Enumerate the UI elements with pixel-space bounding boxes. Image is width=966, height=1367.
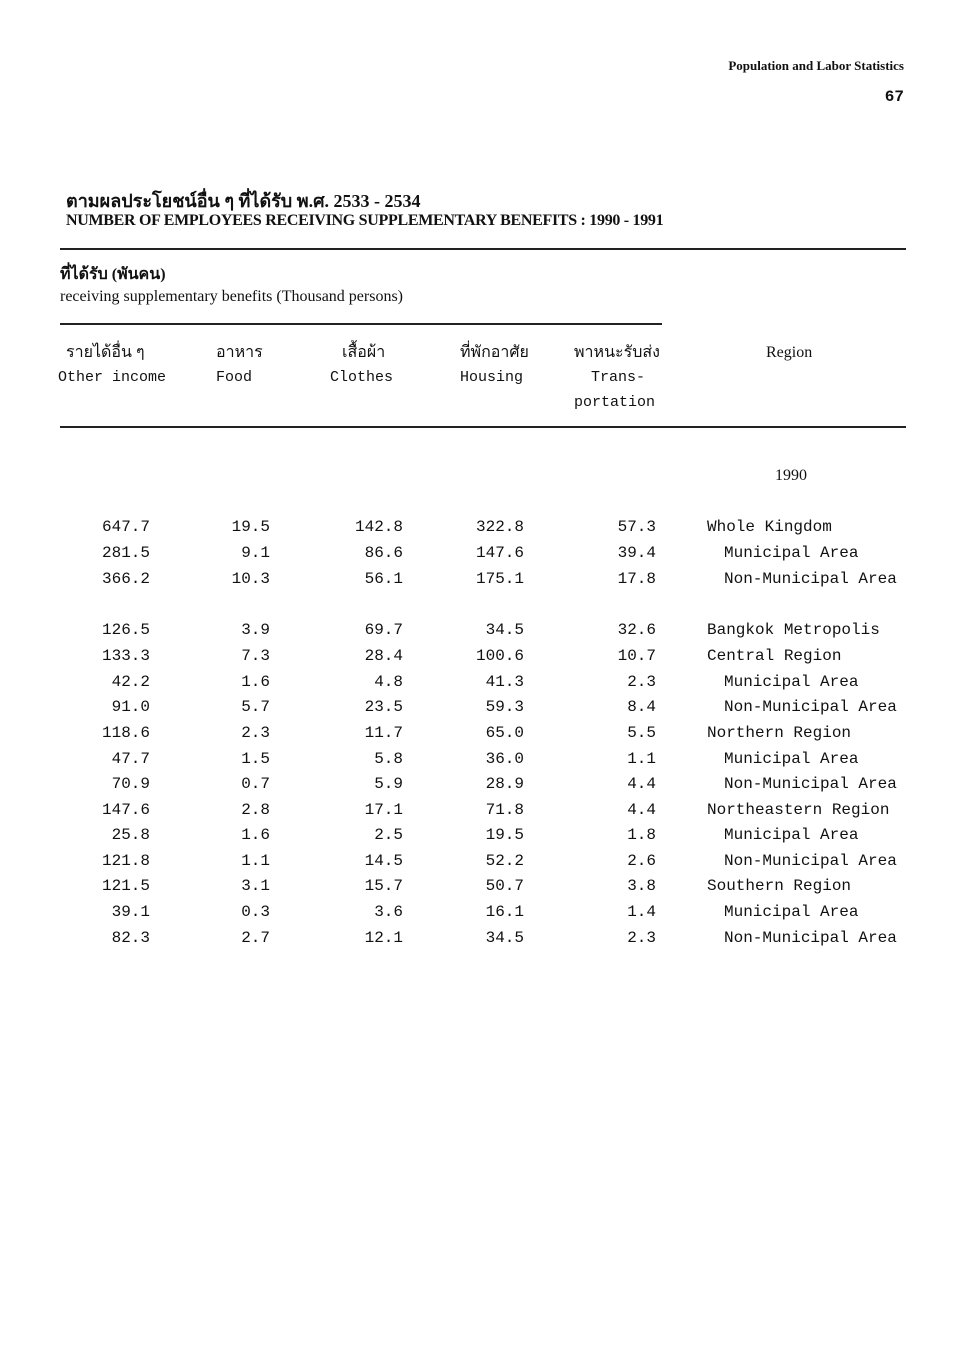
- cell-food: 1.6: [241, 826, 270, 844]
- table-row: [0, 621, 966, 646]
- cell-food: 0.7: [241, 775, 270, 793]
- cell-transport: 2.3: [627, 929, 656, 947]
- column-header-food-thai: อาหาร: [216, 344, 263, 361]
- header-rule: [60, 426, 906, 428]
- cell-region: Municipal Area: [724, 544, 859, 562]
- column-group-rule: [60, 323, 662, 325]
- cell-housing: 100.6: [475, 647, 524, 665]
- page-number: 67: [884, 88, 904, 106]
- unit-caption-english: receiving supplementary benefits (Thousand persons): [60, 288, 404, 305]
- cell-region: Bangkok Metropolis: [707, 621, 880, 639]
- cell-region: Municipal Area: [724, 750, 859, 768]
- cell-housing: 175.1: [475, 570, 524, 588]
- cell-food: 7.3: [241, 647, 270, 665]
- cell-other: 82.3: [111, 929, 150, 947]
- cell-food: 0.3: [241, 903, 270, 921]
- table-row: [0, 673, 966, 698]
- table-row: [0, 544, 966, 569]
- cell-transport: 57.3: [617, 518, 656, 536]
- table-row: [0, 647, 966, 672]
- column-header-food: [216, 340, 263, 390]
- cell-transport: 10.7: [617, 647, 656, 665]
- column-header-clothes-english: Clothes: [330, 369, 394, 386]
- cell-clothes: 142.8: [354, 518, 403, 536]
- table-row: [0, 929, 966, 954]
- column-header-transportation: [574, 340, 660, 415]
- cell-food: 2.8: [241, 801, 270, 819]
- cell-region: Non-Municipal Area: [724, 775, 897, 793]
- cell-other: 366.2: [101, 570, 150, 588]
- cell-region: Northern Region: [707, 724, 852, 742]
- cell-transport: 17.8: [617, 570, 656, 588]
- column-header-clothes-thai: เสื้อผ้า: [342, 344, 386, 361]
- cell-region: Non-Municipal Area: [724, 852, 897, 870]
- cell-food: 19.5: [231, 518, 270, 536]
- cell-housing: 59.3: [485, 698, 524, 716]
- cell-clothes: 28.4: [364, 647, 403, 665]
- cell-other: 42.2: [111, 673, 150, 691]
- table-row: [0, 775, 966, 800]
- table-row: [0, 724, 966, 749]
- cell-other: 118.6: [101, 724, 150, 742]
- cell-housing: 65.0: [485, 724, 524, 742]
- cell-clothes: 3.6: [374, 903, 403, 921]
- column-header-other-income: [58, 340, 167, 390]
- cell-region: Municipal Area: [724, 826, 859, 844]
- cell-food: 5.7: [241, 698, 270, 716]
- cell-clothes: 4.8: [374, 673, 403, 691]
- cell-food: 9.1: [241, 544, 270, 562]
- cell-transport: 4.4: [627, 801, 656, 819]
- cell-housing: 28.9: [485, 775, 524, 793]
- cell-other: 147.6: [101, 801, 150, 819]
- cell-food: 3.1: [241, 877, 270, 895]
- column-header-region: [766, 340, 812, 365]
- unit-caption-thai: ที่ได้รับ (พันคน): [60, 266, 166, 283]
- cell-other: 121.5: [101, 877, 150, 895]
- table-title-thai: ตามผลประโยชน์อื่น ๆ ที่ได้รับ พ.ศ. 2533 - 2534: [66, 191, 421, 211]
- cell-housing: 147.6: [475, 544, 524, 562]
- column-header-housing: [460, 340, 529, 390]
- cell-housing: 19.5: [485, 826, 524, 844]
- column-header-housing-thai: ที่พักอาศัย: [460, 344, 529, 361]
- cell-clothes: 2.5: [374, 826, 403, 844]
- cell-other: 39.1: [111, 903, 150, 921]
- cell-transport: 3.8: [627, 877, 656, 895]
- cell-region: Municipal Area: [724, 673, 859, 691]
- cell-transport: 5.5: [627, 724, 656, 742]
- running-head: Population and Labor Statistics: [728, 58, 904, 73]
- table-row: [0, 877, 966, 902]
- cell-region: Northeastern Region: [707, 801, 890, 819]
- cell-other: 25.8: [111, 826, 150, 844]
- cell-clothes: 17.1: [364, 801, 403, 819]
- column-header-transportation-english-2: portation: [574, 394, 656, 411]
- cell-other: 126.5: [101, 621, 150, 639]
- cell-food: 2.7: [241, 929, 270, 947]
- column-header-food-english: Food: [216, 369, 253, 386]
- cell-transport: 2.6: [627, 852, 656, 870]
- table-row: [0, 518, 966, 543]
- year-label: 1990: [775, 467, 807, 484]
- cell-clothes: 5.8: [374, 750, 403, 768]
- table-row: [0, 698, 966, 723]
- cell-other: 91.0: [111, 698, 150, 716]
- cell-transport: 4.4: [627, 775, 656, 793]
- cell-food: 10.3: [231, 570, 270, 588]
- cell-clothes: 5.9: [374, 775, 403, 793]
- cell-region: Municipal Area: [724, 903, 859, 921]
- cell-other: 647.7: [101, 518, 150, 536]
- cell-other: 70.9: [111, 775, 150, 793]
- cell-housing: 36.0: [485, 750, 524, 768]
- cell-clothes: 23.5: [364, 698, 403, 716]
- cell-region: Non-Municipal Area: [724, 570, 897, 588]
- cell-clothes: 12.1: [364, 929, 403, 947]
- cell-food: 1.6: [241, 673, 270, 691]
- cell-region: Central Region: [707, 647, 842, 665]
- cell-transport: 1.8: [627, 826, 656, 844]
- column-header-region-english: Region: [766, 344, 813, 361]
- cell-region: Non-Municipal Area: [724, 698, 897, 716]
- cell-transport: 39.4: [617, 544, 656, 562]
- cell-transport: 1.4: [627, 903, 656, 921]
- cell-food: 1.5: [241, 750, 270, 768]
- cell-food: 3.9: [241, 621, 270, 639]
- column-header-housing-english: Housing: [460, 369, 524, 386]
- cell-region: Non-Municipal Area: [724, 929, 897, 947]
- cell-housing: 34.5: [485, 929, 524, 947]
- column-header-other-income-thai: รายได้อื่น ๆ: [66, 344, 145, 361]
- cell-housing: 52.2: [485, 852, 524, 870]
- cell-housing: 50.7: [485, 877, 524, 895]
- cell-transport: 8.4: [627, 698, 656, 716]
- top-rule: [60, 248, 906, 250]
- cell-clothes: 14.5: [364, 852, 403, 870]
- table-row: [0, 852, 966, 877]
- cell-housing: 16.1: [485, 903, 524, 921]
- column-header-other-income-english: Other income: [58, 369, 167, 386]
- table-row: [0, 903, 966, 928]
- cell-food: 2.3: [241, 724, 270, 742]
- column-header-clothes: [330, 340, 393, 390]
- column-header-transportation-thai: พาหนะรับส่ง: [574, 344, 660, 361]
- cell-other: 281.5: [101, 544, 150, 562]
- cell-transport: 2.3: [627, 673, 656, 691]
- column-header-transportation-english-1: Trans-: [591, 369, 646, 386]
- cell-other: 133.3: [101, 647, 150, 665]
- cell-clothes: 15.7: [364, 877, 403, 895]
- cell-clothes: 86.6: [364, 544, 403, 562]
- cell-food: 1.1: [241, 852, 270, 870]
- cell-clothes: 11.7: [364, 724, 403, 742]
- cell-clothes: 69.7: [364, 621, 403, 639]
- cell-transport: 1.1: [627, 750, 656, 768]
- cell-region: Southern Region: [707, 877, 852, 895]
- cell-housing: 34.5: [485, 621, 524, 639]
- cell-housing: 41.3: [485, 673, 524, 691]
- cell-other: 47.7: [111, 750, 150, 768]
- table-row: [0, 826, 966, 851]
- cell-housing: 322.8: [475, 518, 524, 536]
- table-row: [0, 570, 966, 595]
- cell-transport: 32.6: [617, 621, 656, 639]
- cell-region: Whole Kingdom: [707, 518, 832, 536]
- cell-clothes: 56.1: [364, 570, 403, 588]
- table-row: [0, 750, 966, 775]
- cell-other: 121.8: [101, 852, 150, 870]
- cell-housing: 71.8: [485, 801, 524, 819]
- table-title-english: NUMBER OF EMPLOYEES RECEIVING SUPPLEMENTARY BENEFITS : 1990 - 1991: [66, 212, 664, 229]
- table-row: [0, 801, 966, 826]
